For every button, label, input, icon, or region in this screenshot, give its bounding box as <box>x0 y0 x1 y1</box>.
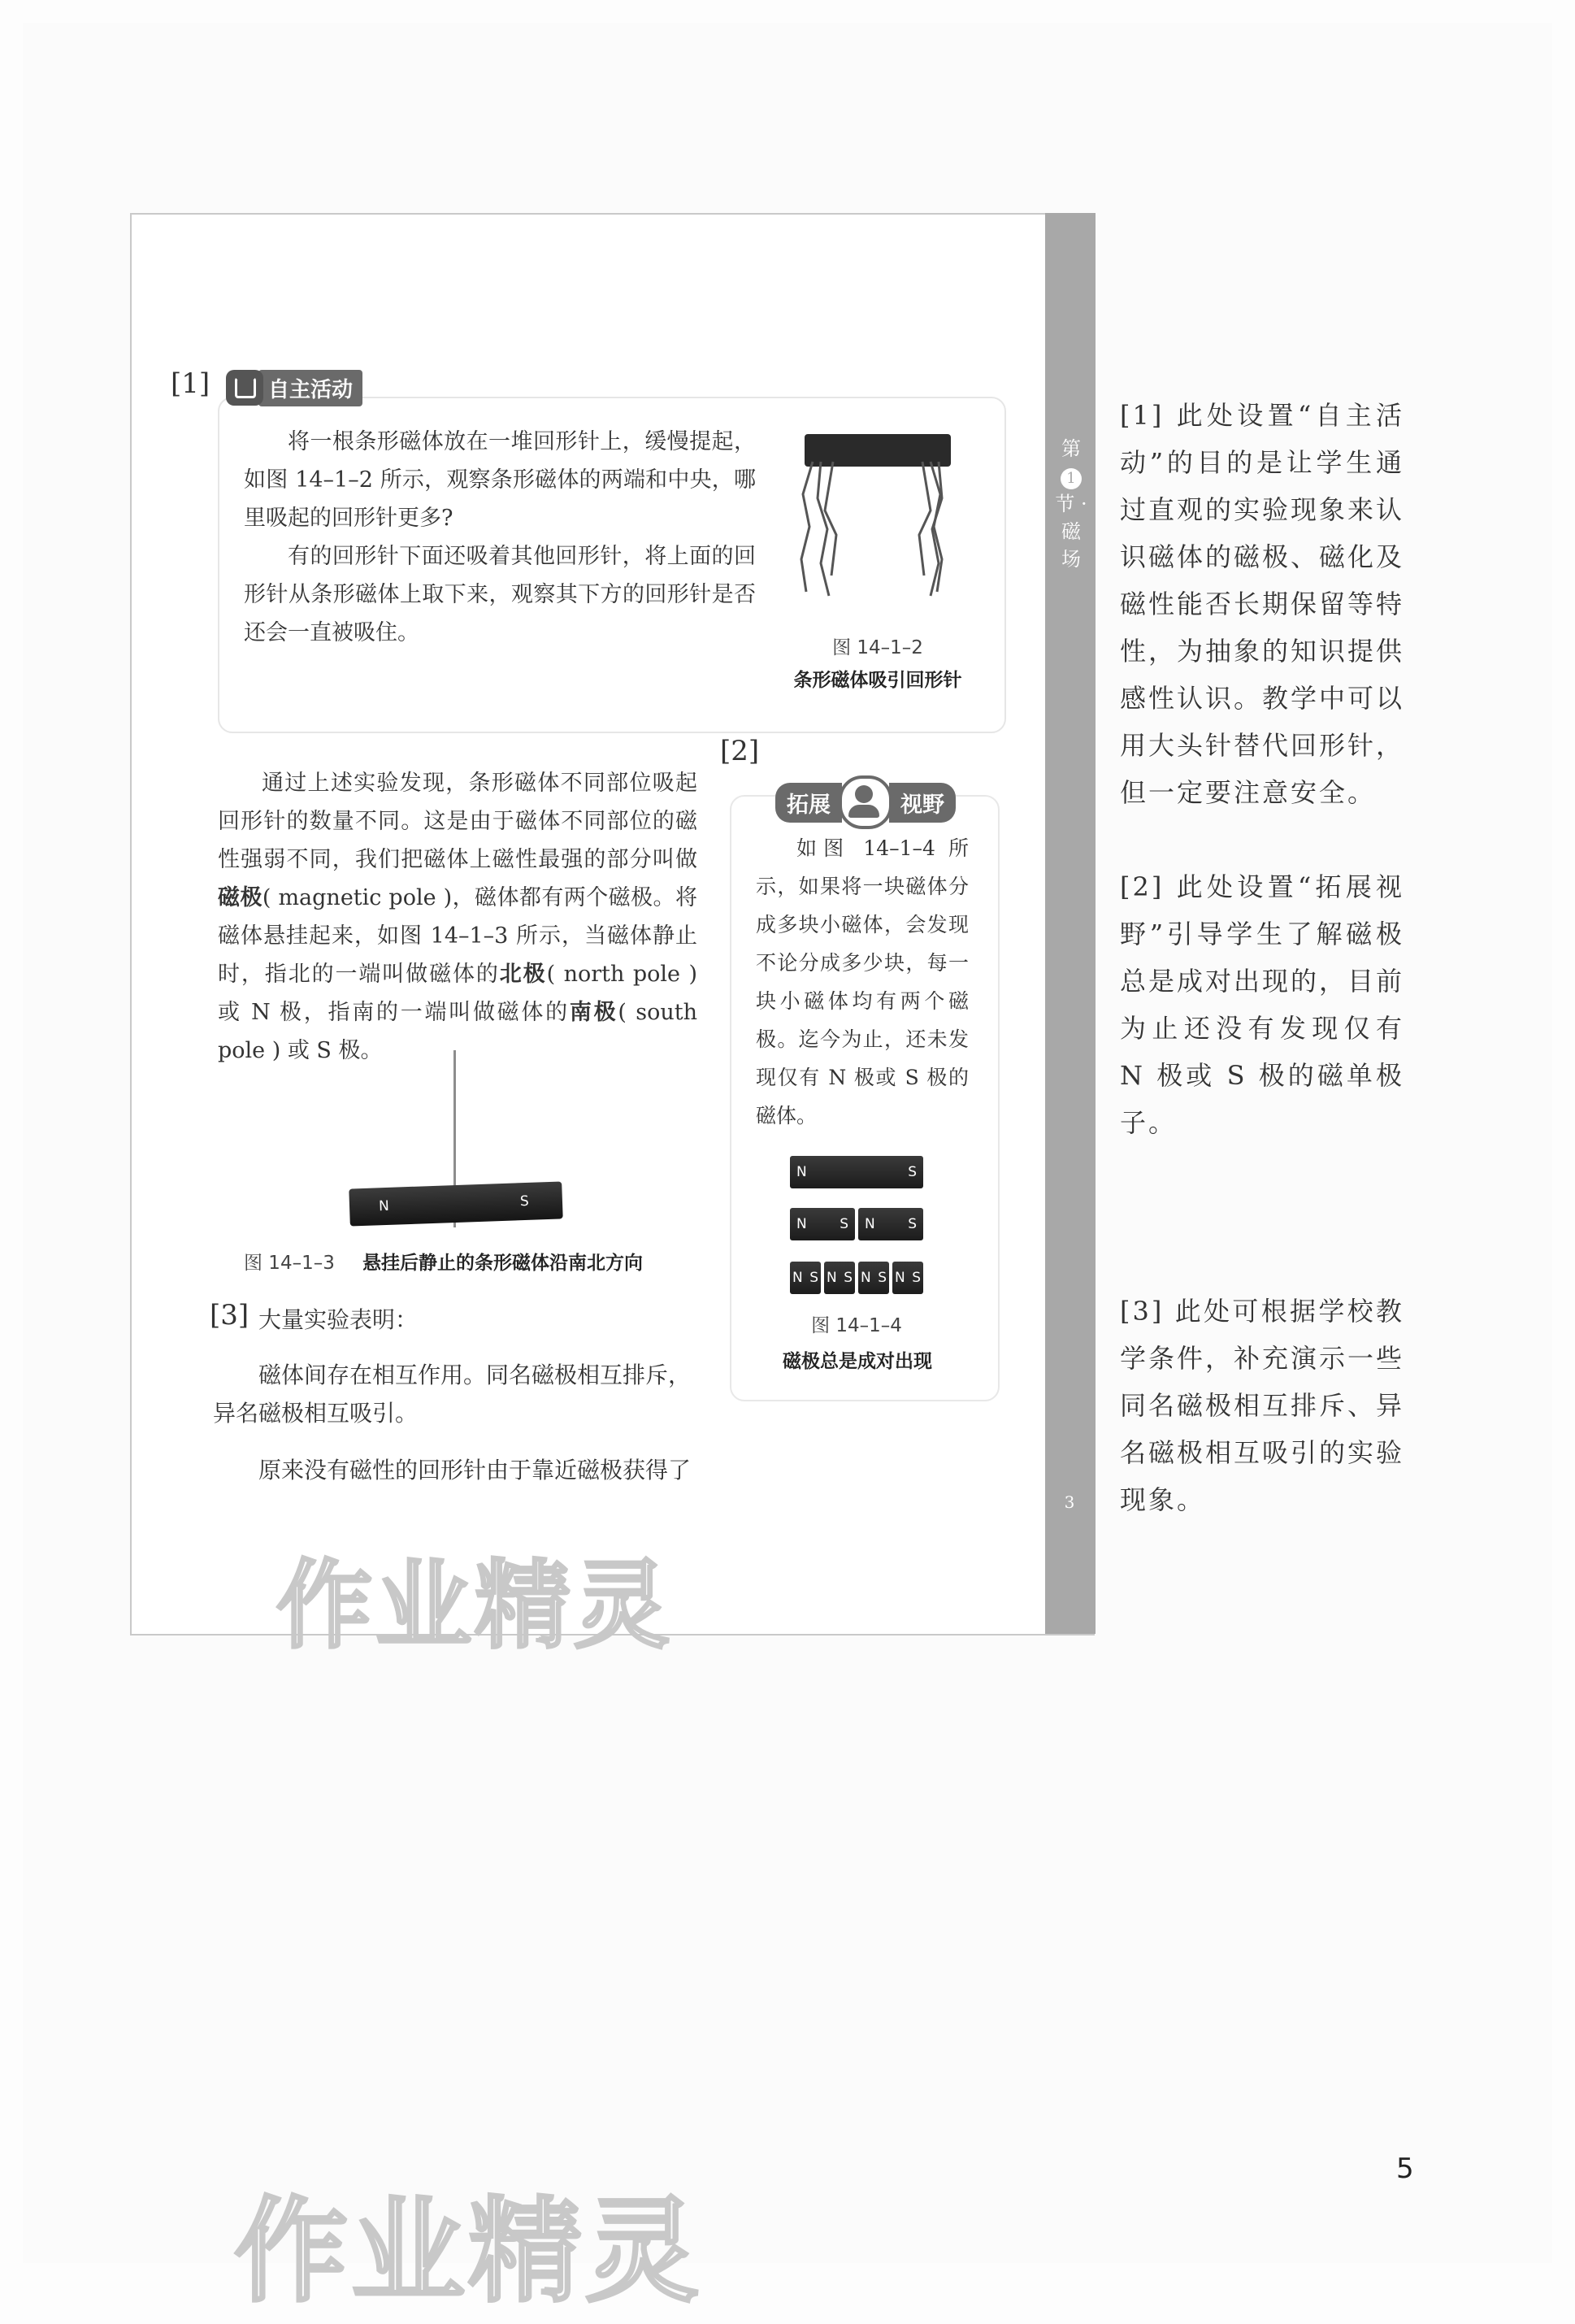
term-south-pole: 南极 <box>569 1000 618 1025</box>
figure-14-1-3-number: 图 14–1–3 <box>244 1253 335 1274</box>
chapter-side-title: 第 1 节 · 磁 场 <box>1055 437 1087 571</box>
activity-icon <box>226 370 263 406</box>
figure-14-1-2-number: 图 14–1–2 <box>832 637 923 658</box>
watermark-text: 作业精灵 <box>276 1549 674 1662</box>
chapter-side-band <box>1045 213 1096 1634</box>
magnet-piece: N S <box>858 1208 923 1240</box>
figure-14-1-4-caption: 磁极总是成对出现 <box>783 1351 932 1372</box>
main-paragraph-1: 通过上述实验发现，条形磁体不同部位吸起回形针的数量不同。这是由于磁体不同部位的磁性强弱不同，我们把磁体上磁性最强的部分叫做磁极( magnetic pole )，磁体都有两个磁极。将磁体悬挂起来，如图 14–1–3 所示，当磁体静止时，指北的一端叫做磁体的北极( north pole ) 或 N 极，指南的一端叫做磁体的南极( south pole ) 或 S 极。 <box>218 771 698 1063</box>
activity-badge <box>226 367 362 408</box>
activity-label: 自主活动 <box>258 370 362 406</box>
magnet-piece: N S <box>824 1262 855 1294</box>
margin-note-1: [1] 此处设置“自主活动”的目的是让学生通过直观的实验现象来认识磁体的磁极、磁化及磁性能否长期保留等特性，为抽象的知识提供感性认识。教学中可以用大头针替代回形针，但一定要注意安全。 <box>1120 400 1405 808</box>
reference-marker-2: [2] <box>720 735 760 767</box>
extension-label-left: 拓展 <box>775 783 842 823</box>
term-north-pole: 北极 <box>499 962 547 987</box>
magnet-row-1 <box>790 1156 923 1188</box>
magnet-piece: N S <box>858 1262 889 1294</box>
watermark-text-bottom: 作业精灵 <box>234 2186 703 2318</box>
magnet-piece: N S <box>790 1156 923 1188</box>
magnet-row-2 <box>790 1208 923 1240</box>
reference-marker-1: [1] <box>171 367 210 400</box>
term-magnetic-pole: 磁极 <box>218 885 262 910</box>
figure-14-1-2-caption: 条形磁体吸引回形针 <box>793 670 962 691</box>
reader-icon <box>839 775 892 829</box>
chapter-number-circle: 1 <box>1061 468 1082 489</box>
reference-marker-3: [3] <box>210 1299 249 1331</box>
paperclip-magnet-image <box>788 429 967 612</box>
main-paragraph-2: 大量实验表明： <box>258 1306 419 1333</box>
margin-note-2: [2] 此处设置“拓展视野”引导学生了解磁极总是成对出现的，目前为止还没有发现仅有 N 极或 S 极的磁单极子。 <box>1120 871 1405 1138</box>
hanging-bar-magnet: N S <box>349 1181 562 1226</box>
magnet-row-3 <box>790 1262 923 1294</box>
activity-paragraph-2: 有的回形针下面还吸着其他回形针，将上面的回形针从条形磁体上取下来，观察其下方的回形针是否还会一直被吸住。 <box>244 544 756 645</box>
figure-14-1-3-caption: 悬挂后静止的条形磁体沿南北方向 <box>362 1253 643 1274</box>
margin-note-3: [3] 此处可根据学校教学条件，补充演示一些同名磁极相互排斥、异名磁极相互吸引的实验现象。 <box>1120 1296 1405 1515</box>
figure-14-1-4-number: 图 14–1–4 <box>811 1315 902 1336</box>
main-paragraph-4: 原来没有磁性的回形针由于靠近磁极获得了 <box>258 1457 692 1483</box>
magnet-piece: N S <box>790 1208 855 1240</box>
scan-page-number: 3 <box>1064 1492 1075 1512</box>
extension-label-right: 视野 <box>889 783 956 823</box>
extension-badge <box>775 775 956 829</box>
conclusion-paragraph: 磁体间存在相互作用。同名磁极相互排斥，异名磁极相互吸引。 <box>213 1362 692 1427</box>
activity-paragraph-1: 将一根条形磁体放在一堆回形针上，缓慢提起，如图 14–1–2 所示，观察条形磁体的两端和中央，哪里吸起的回形针更多? <box>244 429 756 531</box>
magnet-piece: N S <box>892 1262 923 1294</box>
magnet-piece: N S <box>790 1262 821 1294</box>
page-number: 5 <box>1396 2152 1414 2185</box>
extension-paragraph: 如图 14–1–4 所示，如果将一块磁体分成多块小磁体，会发现不论分成多少块，每一块小磁体均有两个磁极。迄今为止，还未发现仅有 N 极或 S 极的磁体。 <box>756 836 969 1127</box>
